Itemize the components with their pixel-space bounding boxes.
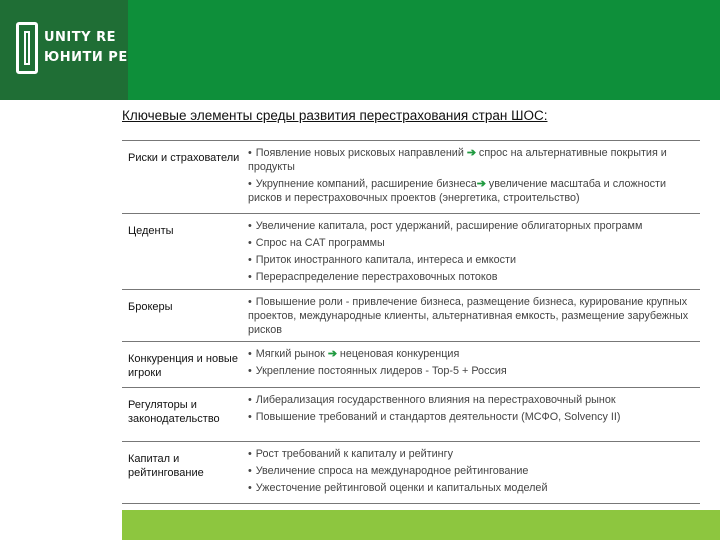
header-band [128, 0, 720, 100]
row-label: Брокеры [128, 301, 173, 313]
bullet-icon: • [248, 296, 252, 308]
bullet-item: • Укрупнение компаний, расширение бизнеса➔ увеличение масштаба и сложности рисков и перестраховочных проектов (энергетика, строительство) [248, 178, 666, 204]
row-items [248, 342, 700, 387]
bullet-icon: • [248, 254, 252, 266]
bullet-icon: • [248, 271, 252, 283]
row-label: Цеденты [128, 225, 174, 237]
bullet-item: • Повышение роли - привлечение бизнеса, размещение бизнеса, курирование крупных проектов, международные клиенты, альтернативная емкость, размещение зарубежных рисков [248, 296, 689, 336]
row-items [248, 290, 700, 341]
row-items [248, 442, 700, 503]
arrow-right-icon: ➔ [476, 178, 486, 190]
logo-mark-icon [16, 22, 38, 74]
bullet-item: • Рост требований к капиталу и рейтингу [248, 448, 453, 460]
page-title: Ключевые элементы среды развития перестрахования стран ШОС: [122, 108, 548, 123]
bullet-icon: • [248, 348, 252, 360]
bullet-icon: • [248, 237, 252, 249]
bullet-icon: • [248, 411, 252, 423]
logo-line-1: UNITY RE [44, 30, 116, 45]
bullet-item: • Повышение требований и стандартов деятельности (МСФО, Solvency II) [248, 411, 621, 423]
bullet-item: • Увеличение капитала, рост удержаний, расширение облигаторных программ [248, 220, 643, 232]
elements-table [122, 140, 700, 504]
bullet-item: • Ужесточение рейтинговой оценки и капитальных моделей [248, 482, 548, 494]
row-items [248, 388, 700, 441]
row-label: Конкуренция и новые игроки [128, 353, 238, 379]
arrow-right-icon: ➔ [466, 147, 476, 159]
logo-box [0, 0, 128, 100]
arrow-right-icon: ➔ [327, 348, 337, 360]
row-label: Регуляторы и законодательство [128, 399, 220, 425]
bullet-item: • Появление новых рисковых направлений ➔ спрос на альтернативные покрытия и продукты [248, 147, 667, 173]
bullet-icon: • [248, 394, 252, 406]
bullet-icon: • [248, 465, 252, 477]
bullet-icon: • [248, 365, 252, 377]
bullet-item: • Либерализация государственного влияния на перестраховочный рынок [248, 394, 616, 406]
table-row [122, 388, 700, 442]
bullet-item: • Приток иностранного капитала, интереса и емкости [248, 254, 517, 266]
row-label: Риски и страхователи [128, 152, 240, 164]
bullet-icon: • [248, 220, 252, 232]
row-label: Капитал и рейтингование [128, 453, 204, 479]
bullet-item: • Спрос на CAT программы [248, 237, 385, 249]
bullet-item: • Мягкий рынок ➔ неценовая конкуренция [248, 348, 460, 360]
logo-line-2: ЮНИТИ РЕ [44, 50, 128, 65]
bullet-icon: • [248, 147, 252, 159]
bullet-icon: • [248, 448, 252, 460]
table-row [122, 290, 700, 342]
table-row [122, 141, 700, 214]
bullet-item: • Перераспределение перестраховочных потоков [248, 271, 498, 283]
row-items [248, 141, 700, 213]
bullet-item: • Увеличение спроса на международное рейтингование [248, 465, 529, 477]
bullet-icon: • [248, 482, 252, 494]
bullet-item: • Укрепление постоянных лидеров - Top-5 + Россия [248, 365, 507, 377]
table-row [122, 214, 700, 290]
table-row [122, 342, 700, 388]
footer-band [122, 510, 720, 540]
row-items [248, 214, 700, 289]
bullet-icon: • [248, 178, 252, 190]
table-row [122, 442, 700, 504]
